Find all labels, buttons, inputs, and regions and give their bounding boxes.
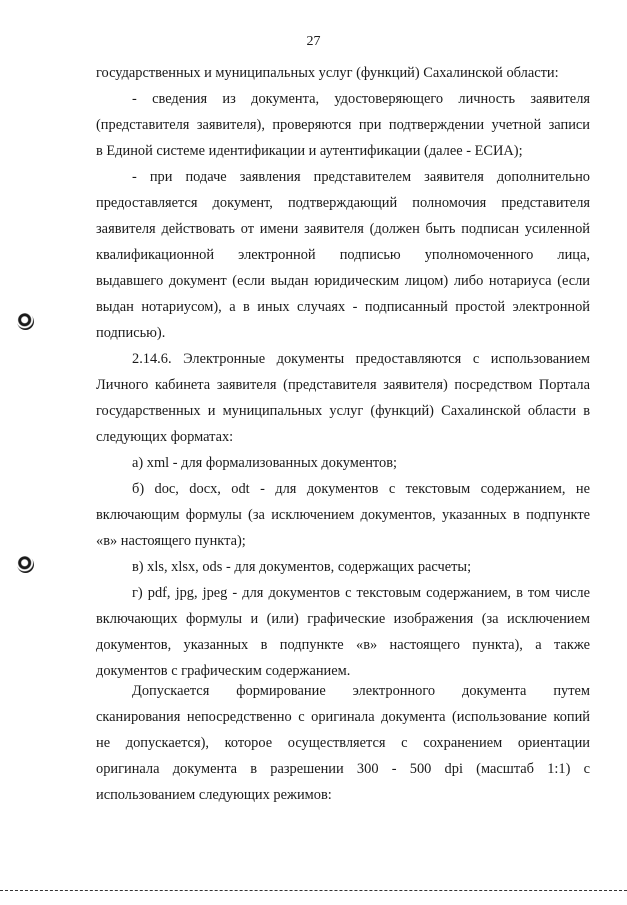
text-line: включающих формулы и (или) графические изображения (за исключением bbox=[96, 611, 590, 627]
punch-hole-icon bbox=[17, 556, 34, 573]
text-line: Личного кабинета заявителя (представителя заявителя) посредством Портала bbox=[96, 377, 590, 393]
text-line: заявителя действовать от имени заявителя (должен быть подписан усиленной bbox=[96, 221, 590, 237]
text-line: документов с графическим содержанием. bbox=[96, 663, 351, 679]
text-line: «в» настоящего пункта); bbox=[96, 533, 246, 549]
list-item-b bbox=[96, 476, 590, 554]
page-bottom-edge bbox=[0, 890, 627, 891]
paragraph-identity-bullet bbox=[96, 86, 590, 164]
text-line: государственных и муниципальных услуг (функций) Сахалинской области: bbox=[96, 65, 559, 81]
text-line: выдавшего документ (если выдан юридическим лицом) либо нотариуса (если bbox=[96, 273, 590, 289]
text-line: оригинала документа в разрешении 300 - 500 dpi (масштаб 1:1) с bbox=[96, 761, 590, 777]
list-item-v bbox=[96, 554, 590, 580]
text-line: - сведения из документа, удостоверяющего личность заявителя bbox=[132, 91, 590, 107]
text-line: квалификационной электронной подписью уполномоченного лица, bbox=[96, 247, 590, 263]
list-item-g bbox=[96, 580, 590, 684]
text-line: использованием следующих режимов: bbox=[96, 787, 332, 803]
text-line: документов, указанных в подпункте «в» настоящего пункта), а также bbox=[96, 637, 590, 653]
punch-hole-icon bbox=[17, 313, 34, 330]
text-line: включающим формулы (за исключением документов, указанных в подпункте bbox=[96, 507, 590, 523]
text-line: в) xls, xlsx, ods - для документов, содержащих расчеты; bbox=[132, 559, 472, 575]
text-line: выдан нотариусом), а в иных случаях - подписанный простой электронной bbox=[96, 299, 590, 315]
text-line: 2.14.6. Электронные документы предоставляются с использованием bbox=[132, 351, 590, 367]
text-line: подписью). bbox=[96, 325, 166, 341]
text-line: Допускается формирование электронного документа путем bbox=[132, 683, 590, 699]
text-line: б) doc, docx, odt - для документов с текстовым содержанием, не bbox=[132, 481, 590, 497]
text-line: сканирования непосредственно с оригинала документа (использование копий bbox=[96, 709, 590, 725]
page-number: 27 bbox=[306, 34, 321, 49]
paragraph-scanning bbox=[96, 678, 590, 808]
list-item-a bbox=[96, 450, 590, 476]
text-line: в Единой системе идентификации и аутентификации (далее - ЕСИА); bbox=[96, 143, 523, 159]
paragraph-continuation bbox=[96, 60, 590, 86]
text-line: предоставляется документ, подтверждающий полномочия представителя bbox=[96, 195, 590, 211]
text-line: не допускается), которое осуществляется с сохранением ориентации bbox=[96, 735, 590, 751]
text-line: государственных и муниципальных услуг (функций) Сахалинской области в bbox=[96, 403, 590, 419]
text-line: - при подаче заявления представителем заявителя дополнительно bbox=[132, 169, 590, 185]
text-line: следующих форматах: bbox=[96, 429, 234, 445]
paragraph-representative-bullet bbox=[96, 164, 590, 346]
paragraph-2-14-6 bbox=[96, 346, 590, 450]
text-line: а) xml - для формализованных документов; bbox=[132, 455, 398, 471]
text-line: г) pdf, jpg, jpeg - для документов с текстовым содержанием, в том числе bbox=[132, 585, 590, 601]
text-line: (представителя заявителя), проверяются при подтверждении учетной записи bbox=[96, 117, 590, 133]
